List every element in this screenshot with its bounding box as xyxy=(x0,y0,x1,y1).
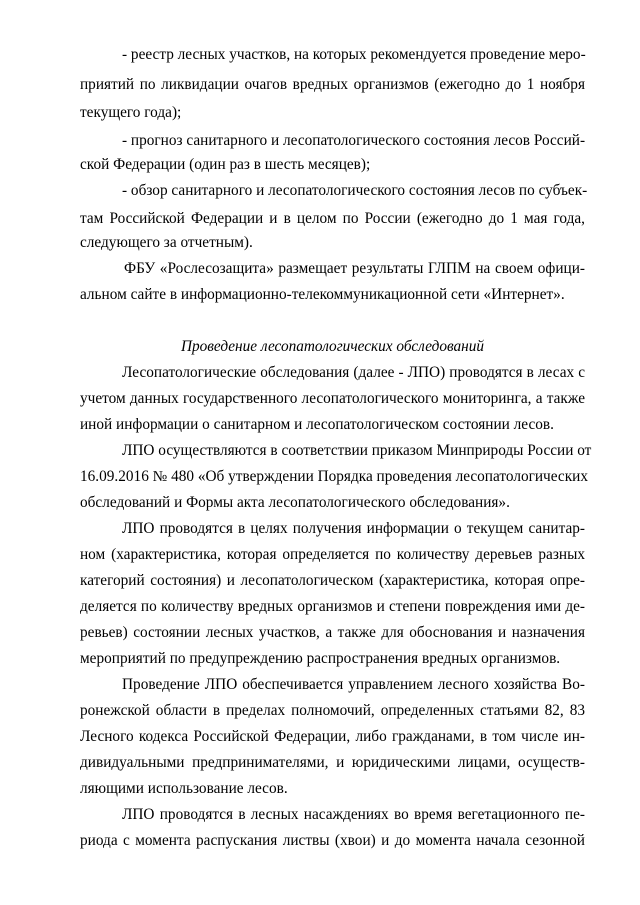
text-line: приятий по ликвидации очагов вредных организмов (ежегодно до 1 ноября xyxy=(80,76,585,93)
text-line: ЛПО проводятся в целях получения информации о текущем санитар- xyxy=(122,520,585,537)
text-line: дивидуальными предпринимателями, и юридическими лицами, осуществ- xyxy=(80,754,585,771)
text-line: мероприятий по предупреждению распространения вредных организмов. xyxy=(80,650,561,667)
text-line: категорий состояния) и лесопатологическом (характеристика, которая опре- xyxy=(80,572,585,589)
text-line: Проведение ЛПО обеспечивается управлением лесного хозяйства Во- xyxy=(122,676,585,693)
text-line: 16.09.2016 № 480 «Об утверждении Порядка проведения лесопатологических xyxy=(80,468,588,485)
text-line: Лесопатологические обследования (далее - ЛПО) проводятся в лесах с xyxy=(122,364,585,381)
text-line: иной информации о санитарном и лесопатологическом состоянии лесов. xyxy=(80,416,554,433)
text-line: - прогноз санитарного и лесопатологического состояния лесов Россий- xyxy=(122,132,586,149)
text-line: там Российской Федерации и в целом по России (ежегодно до 1 мая года, xyxy=(80,210,585,227)
text-line: учетом данных государственного лесопатологического мониторинга, а также xyxy=(80,390,585,407)
text-line: ном (характеристика, которая определяется по количеству деревьев разных xyxy=(80,546,585,563)
text-line: ФБУ «Рослесозащита» размещает результаты ГЛПМ на своем офици- xyxy=(124,260,585,277)
text-line: текущего года); xyxy=(80,104,182,121)
text-line: Лесного кодекса Российской Федерации, либо гражданами, в том числе ин- xyxy=(80,728,585,745)
text-line: ронежской области в пределах полномочий, определенных статьями 82, 83 xyxy=(80,702,585,719)
text-line: риода с момента распускания листвы (хвои) и до момента начала сезонной xyxy=(80,832,585,849)
text-line: деляется по количеству вредных организмов и степени повреждения ими де- xyxy=(80,598,585,615)
text-line: - обзор санитарного и лесопатологического состояния лесов по субъек- xyxy=(122,182,588,199)
text-line: ЛПО осуществляются в соответствии приказом Минприроды России от xyxy=(122,442,592,459)
text-line: ЛПО проводятся в лесных насаждениях во время вегетационного пе- xyxy=(122,806,585,823)
text-line: альном сайте в информационно-телекоммуникационной сети «Интернет». xyxy=(80,286,565,303)
text-line: ревьев) состоянии лесных участков, а также для обоснования и назначения xyxy=(80,624,585,641)
section-heading: Проведение лесопатологических обследований xyxy=(180,338,485,355)
text-line: обследований и Формы акта лесопатологического обследования». xyxy=(80,494,510,511)
text-line: ляющими использование лесов. xyxy=(80,780,288,797)
text-line: - реестр лесных участков, на которых рекомендуется проведение меро- xyxy=(122,46,586,63)
text-line: ской Федерации (один раз в шесть месяцев); xyxy=(80,156,371,173)
text-line: следующего за отчетным). xyxy=(80,234,253,251)
